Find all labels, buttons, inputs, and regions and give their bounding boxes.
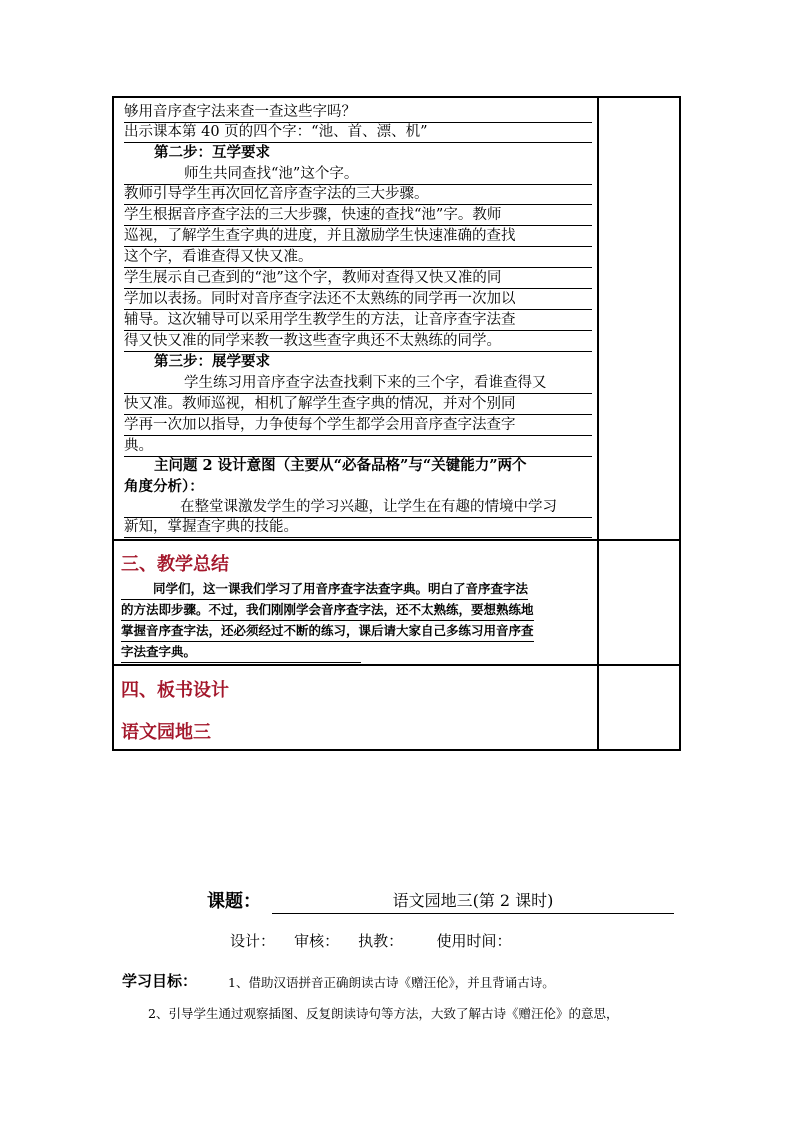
- process-line: 在整堂课激发学生的学习兴趣，让学生在有趣的情境中学习: [124, 497, 592, 518]
- objective-item: 2、引导学生通过观察插图、反复朗读诗句等方法，大致了解古诗《赠汪伦》的意思，: [148, 1006, 619, 1021]
- process-line: 学生练习用音序查字法查找剩下来的三个字，看谁查得又: [124, 373, 592, 394]
- design-intent-heading: 主问题 2 设计意图（主要从“必备品格”与“关键能力”两个: [154, 457, 527, 474]
- summary-line: 同学们，这一课我们学习了用音序查字法查字典。明白了音序查字法: [121, 579, 528, 600]
- topic-value: 语文园地三(第 2 课时): [272, 888, 674, 914]
- process-line: 学再一次加以指导，力争使每个学生都学会用音序查字法查字: [124, 415, 592, 436]
- lesson-plan-table: [112, 96, 681, 751]
- table-row-divider: [114, 539, 679, 541]
- process-line: 新知，掌握查字典的技能。: [124, 517, 592, 538]
- table-row-divider: [114, 664, 679, 666]
- process-line: 出示课本第 40 页的四个字：“池、首、漂、机”: [124, 122, 592, 143]
- lesson-meta: 设计： 审核： 执教： 使用时间：: [230, 932, 512, 950]
- process-line: 够用音序查字法来查一查这些字吗？: [124, 102, 592, 123]
- board-design-content: 语文园地三: [121, 722, 211, 743]
- objective-item: 1、借助汉语拼音正确朗读古诗《赠汪伦》，并且背诵古诗。: [228, 975, 555, 990]
- summary-heading: 三、教学总结: [121, 554, 229, 575]
- process-line: 快又准。教师巡视，相机了解学生查字典的情况，并对个别同: [124, 394, 592, 415]
- process-line: 学生根据音序查字法的三大步骤，快速的查找“池”字。教师: [124, 205, 592, 226]
- table-column-divider: [597, 98, 599, 749]
- design-intent-heading: 角度分析）：: [124, 478, 204, 495]
- summary-line: 掌握音序查字法，还必须经过不断的练习，课后请大家自己多练习用音序查: [121, 621, 534, 642]
- process-line: 学加以表扬。同时对音序查字法还不太熟练的同学再一次加以: [124, 289, 592, 310]
- summary-line: 的方法即步骤。不过，我们刚刚学会音序查字法，还不太熟练，要想熟练地: [121, 600, 534, 621]
- topic-label: 课题：: [207, 891, 261, 912]
- objectives-label: 学习目标：: [122, 972, 198, 990]
- process-line: 学生展示自己查到的“池”这个字，教师对查得又快又准的同: [124, 268, 592, 289]
- process-line: 辅导。这次辅导可以采用学生教学生的方法，让音序查字法查: [124, 310, 592, 331]
- summary-line: 字法查字典。: [121, 642, 361, 663]
- step-heading: 第三步：展学要求: [154, 353, 270, 370]
- process-line: 典。: [124, 436, 592, 457]
- board-design-heading: 四、板书设计: [121, 680, 229, 701]
- process-line: 这个字，看谁查得又快又准。: [124, 247, 592, 268]
- process-line: 教师引导学生再次回忆音序查字法的三大步骤。: [124, 184, 592, 205]
- process-line: 得又快又准的同学来教一教这些查字典还不太熟练的同学。: [124, 331, 592, 352]
- process-line: 师生共同查找“池”这个字。: [124, 164, 592, 185]
- step-heading: 第二步：互学要求: [154, 144, 270, 161]
- process-line: 巡视，了解学生查字典的进度，并且激励学生快速准确的查找: [124, 226, 592, 247]
